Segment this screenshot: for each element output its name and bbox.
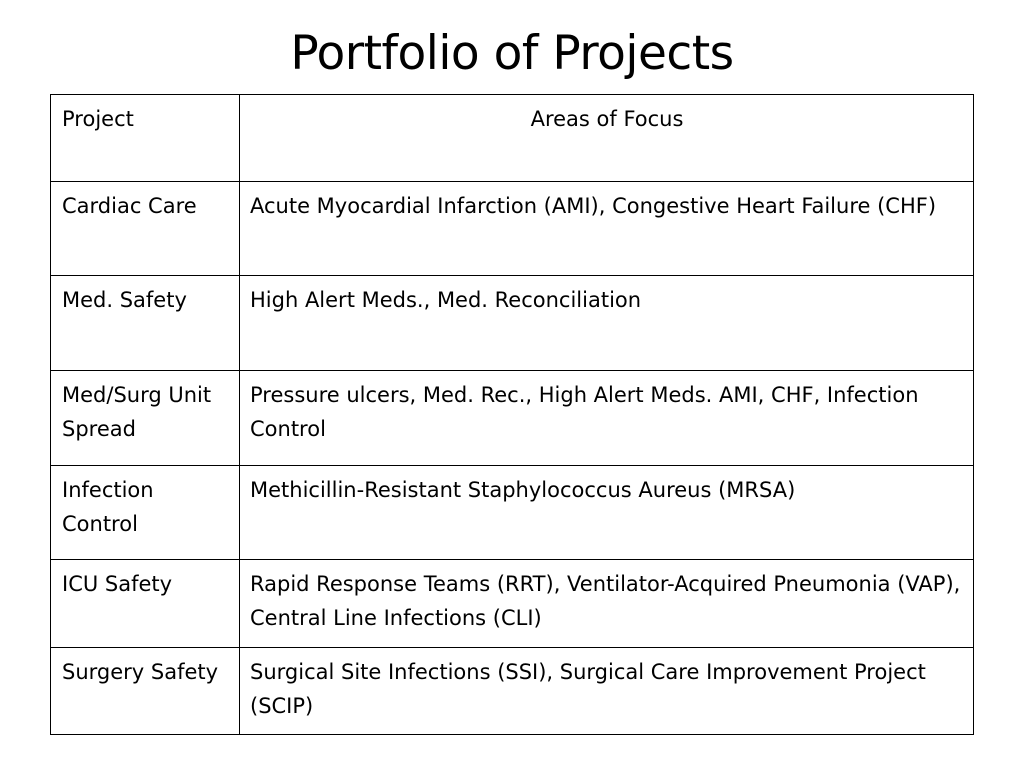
focus-cell: Pressure ulcers, Med. Rec., High Alert Meds. AMI, CHF, Infection Control — [240, 371, 974, 466]
project-cell: Cardiac Care — [51, 182, 240, 276]
focus-cell: Rapid Response Teams (RRT), Ventilator-Acquired Pneumonia (VAP), Central Line Infections (CLI) — [240, 560, 974, 648]
portfolio-table — [50, 94, 974, 735]
header-project: Project — [51, 95, 240, 182]
focus-cell: Acute Myocardial Infarction (AMI), Congestive Heart Failure (CHF) — [240, 182, 974, 276]
project-cell: ICU Safety — [51, 560, 240, 648]
table-row — [51, 371, 974, 466]
focus-cell: Surgical Site Infections (SSI), Surgical Care Improvement Project (SCIP) — [240, 648, 974, 735]
project-cell: Med/Surg Unit Spread — [51, 371, 240, 466]
table-header-row — [51, 95, 974, 182]
project-cell: Surgery Safety — [51, 648, 240, 735]
focus-cell: Methicillin-Resistant Staphylococcus Aureus (MRSA) — [240, 466, 974, 560]
header-areas-of-focus: Areas of Focus — [240, 95, 974, 182]
focus-cell: High Alert Meds., Med. Reconciliation — [240, 276, 974, 371]
slide-title: Portfolio of Projects — [290, 26, 734, 81]
table-row — [51, 648, 974, 735]
project-cell: Med. Safety — [51, 276, 240, 371]
portfolio-table-container — [50, 94, 973, 735]
table-row — [51, 276, 974, 371]
project-cell: Infection Control — [51, 466, 240, 560]
table-row — [51, 182, 974, 276]
table-row — [51, 560, 974, 648]
table-row — [51, 466, 974, 560]
